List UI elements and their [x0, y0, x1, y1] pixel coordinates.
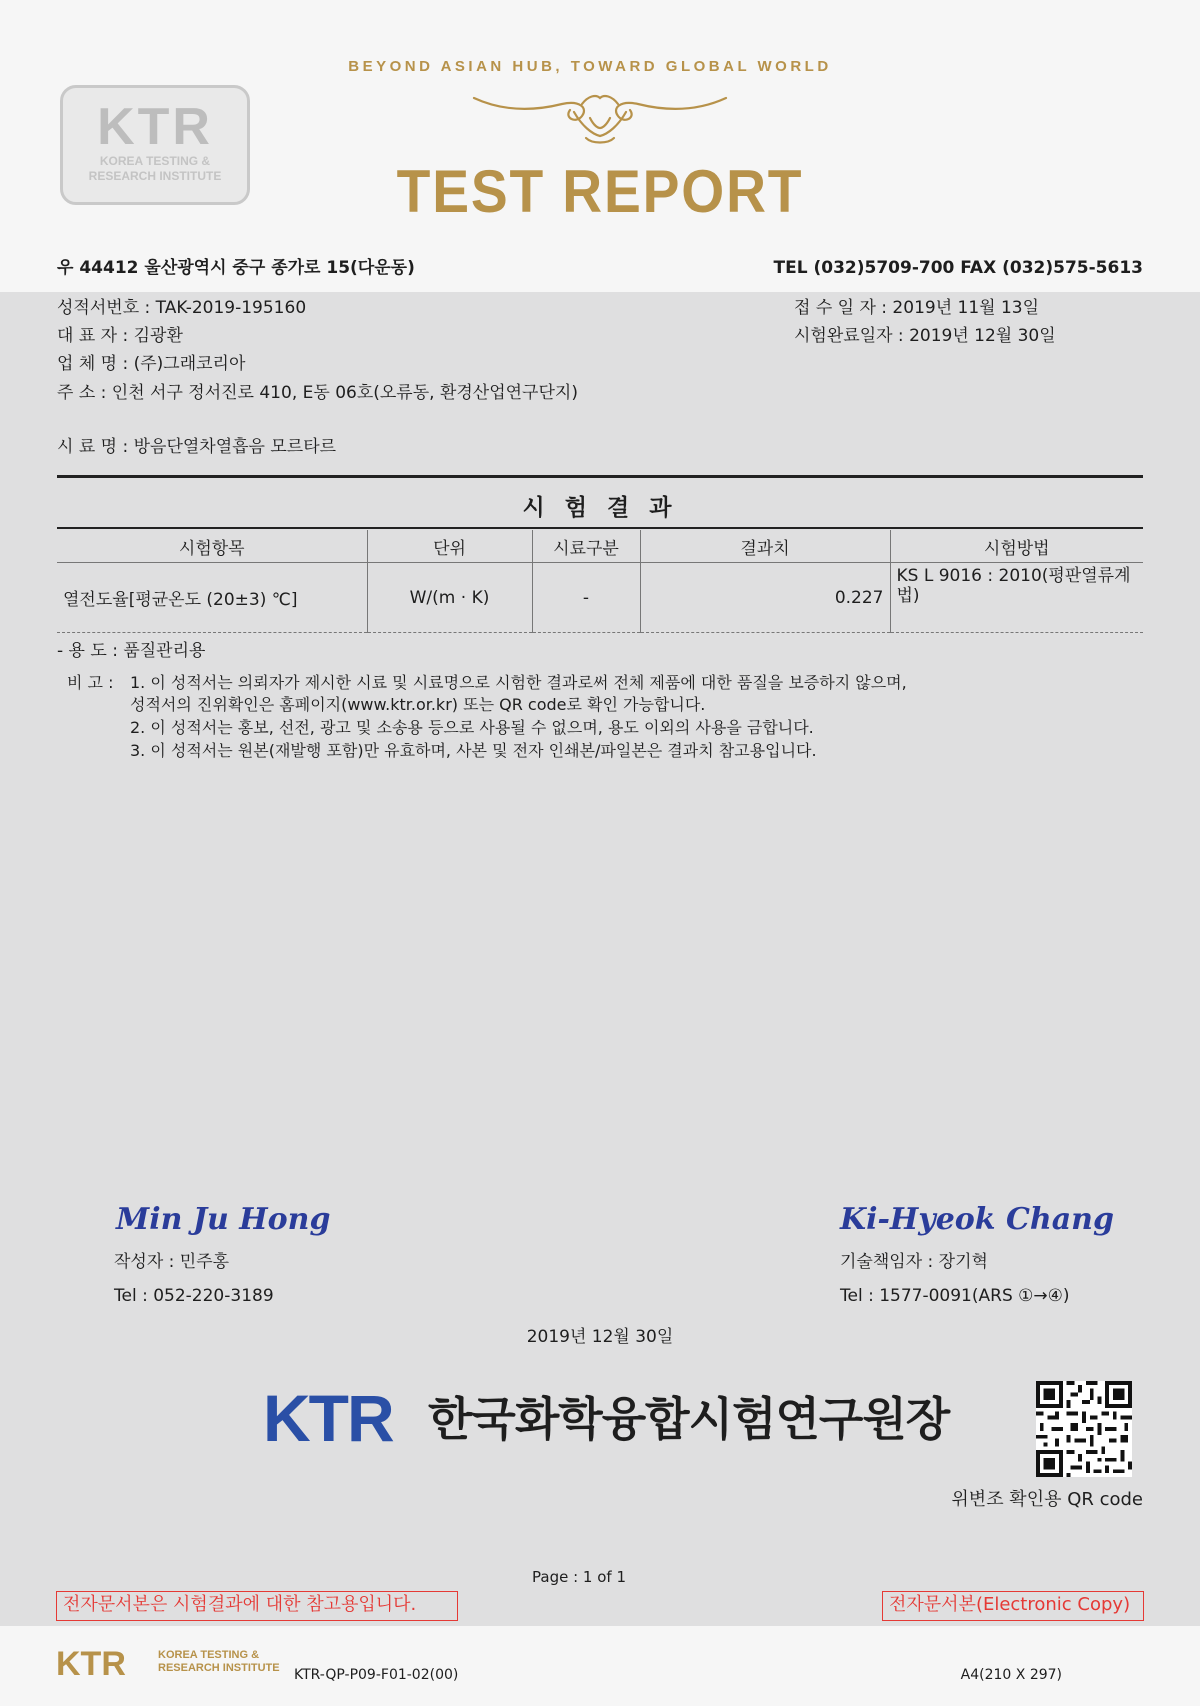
report-number: 성적서번호 : TAK-2019-195160: [57, 298, 307, 318]
electronic-copy-badge: 전자문서본(Electronic Copy): [882, 1591, 1144, 1621]
company-address: 주 소 : 인천 서구 정서진로 410, E동 06호(오류동, 환경산업연구단지): [57, 383, 578, 403]
col-header-result: 결과치: [640, 530, 890, 563]
results-header-rule: [57, 527, 1143, 529]
footer-institute-line2: RESEARCH INSTITUTE: [158, 1662, 280, 1674]
manager-tel: Tel : 1577-0091(ARS ①→④): [840, 1286, 1070, 1306]
results-top-rule: [57, 475, 1143, 478]
note-item: 3. 이 성적서는 원본(재발행 포함)만 유효하며, 사본 및 전자 인쇄본/파일본은 결과치 참고용입니다.: [130, 741, 817, 760]
representative: 대 표 자 : 김광환: [57, 326, 183, 346]
electronic-copy-notice: 전자문서본은 시험결과에 대한 참고용입니다.: [56, 1591, 458, 1621]
col-header-method: 시험방법: [890, 530, 1143, 563]
cell-result-value: 0.227: [640, 563, 890, 633]
author-signature: Min Ju Hong: [116, 1202, 331, 1237]
note-item: 2. 이 성적서는 홍보, 선전, 광고 및 소송용 등으로 사용될 수 없으며, 용도 이외의 사용을 금합니다.: [130, 718, 814, 737]
author-tel: Tel : 052-220-3189: [114, 1286, 274, 1306]
form-number: KTR-QP-P09-F01-02(00): [294, 1667, 459, 1683]
lab-address: 우 44412 울산광역시 중구 종가로 15(다운동): [57, 258, 415, 278]
note-item: 1. 이 성적서는 의뢰자가 제시한 시료 및 시료명으로 시험한 결과로써 전체 제품에 대한 품질을 보증하지 않으며,: [130, 673, 907, 692]
table-row: [57, 563, 1143, 633]
seal-subtitle-line1: KOREA TESTING &: [99, 154, 211, 168]
completed-date: 시험완료일자 : 2019년 12월 30일: [794, 326, 1056, 346]
qr-code-icon[interactable]: [1036, 1381, 1132, 1477]
institute-name: 한국화학융합시험연구원장: [428, 1392, 950, 1446]
received-date: 접 수 일 자 : 2019년 11월 13일: [794, 298, 1040, 318]
qr-caption: 위변조 확인용 QR code: [951, 1489, 1143, 1510]
sample-name: 시 료 명 : 방음단열차열흡음 모르타르: [57, 437, 337, 457]
col-header-unit: 단위: [367, 530, 532, 563]
ornament-flourish-icon: [470, 82, 730, 148]
header-tagline: BEYOND ASIAN HUB, TOWARD GLOBAL WORLD: [348, 58, 832, 75]
issue-date: 2019년 12월 30일: [526, 1327, 674, 1347]
results-header-row: [57, 530, 1143, 563]
seal-subtitle-line2: RESEARCH INSTITUTE: [88, 169, 222, 183]
cell-unit: W/(m · K): [367, 563, 532, 633]
seal-logo-text: KTR: [97, 98, 213, 156]
purpose-line: - 용 도 : 품질관리용: [57, 641, 206, 661]
results-section-title: 시 험 결 과: [522, 495, 678, 521]
note-item: 성적서의 진위확인은 홈페이지(www.ktr.or.kr) 또는 QR code로 확인 가능합니다.: [130, 695, 706, 714]
cell-test-item: 열전도율[평균온도 (20±3) ℃]: [57, 563, 367, 633]
cell-sample-class: -: [532, 563, 640, 633]
footer-institute-name: [158, 1649, 280, 1675]
col-header-test-item: 시험항목: [57, 530, 367, 563]
col-header-sample-class: 시료구분: [532, 530, 640, 563]
ktr-logo: KTR: [263, 1381, 393, 1455]
cell-test-method: KS L 9016 : 2010(평판열류계법): [890, 563, 1143, 633]
company-name: 업 체 명 : (주)그래코리아: [57, 354, 246, 374]
notes-label: 비 고 :: [67, 673, 114, 692]
author-name: 작성자 : 민주홍: [114, 1252, 230, 1272]
ktr-seal-logo: [60, 85, 250, 205]
document-title: TEST REPORT: [396, 158, 804, 225]
footer-ktr-logo: KTR: [56, 1645, 126, 1683]
page-indicator: Page : 1 of 1: [532, 1568, 626, 1586]
manager-name: 기술책임자 : 장기혁: [840, 1252, 988, 1272]
lab-tel-fax: TEL (032)5709-700 FAX (032)575-5613: [773, 258, 1143, 278]
results-table: [57, 530, 1143, 633]
footer-institute-line1: KOREA TESTING &: [158, 1649, 260, 1661]
manager-signature: Ki-Hyeok Chang: [840, 1202, 1114, 1237]
paper-size: A4(210 X 297): [960, 1667, 1062, 1683]
